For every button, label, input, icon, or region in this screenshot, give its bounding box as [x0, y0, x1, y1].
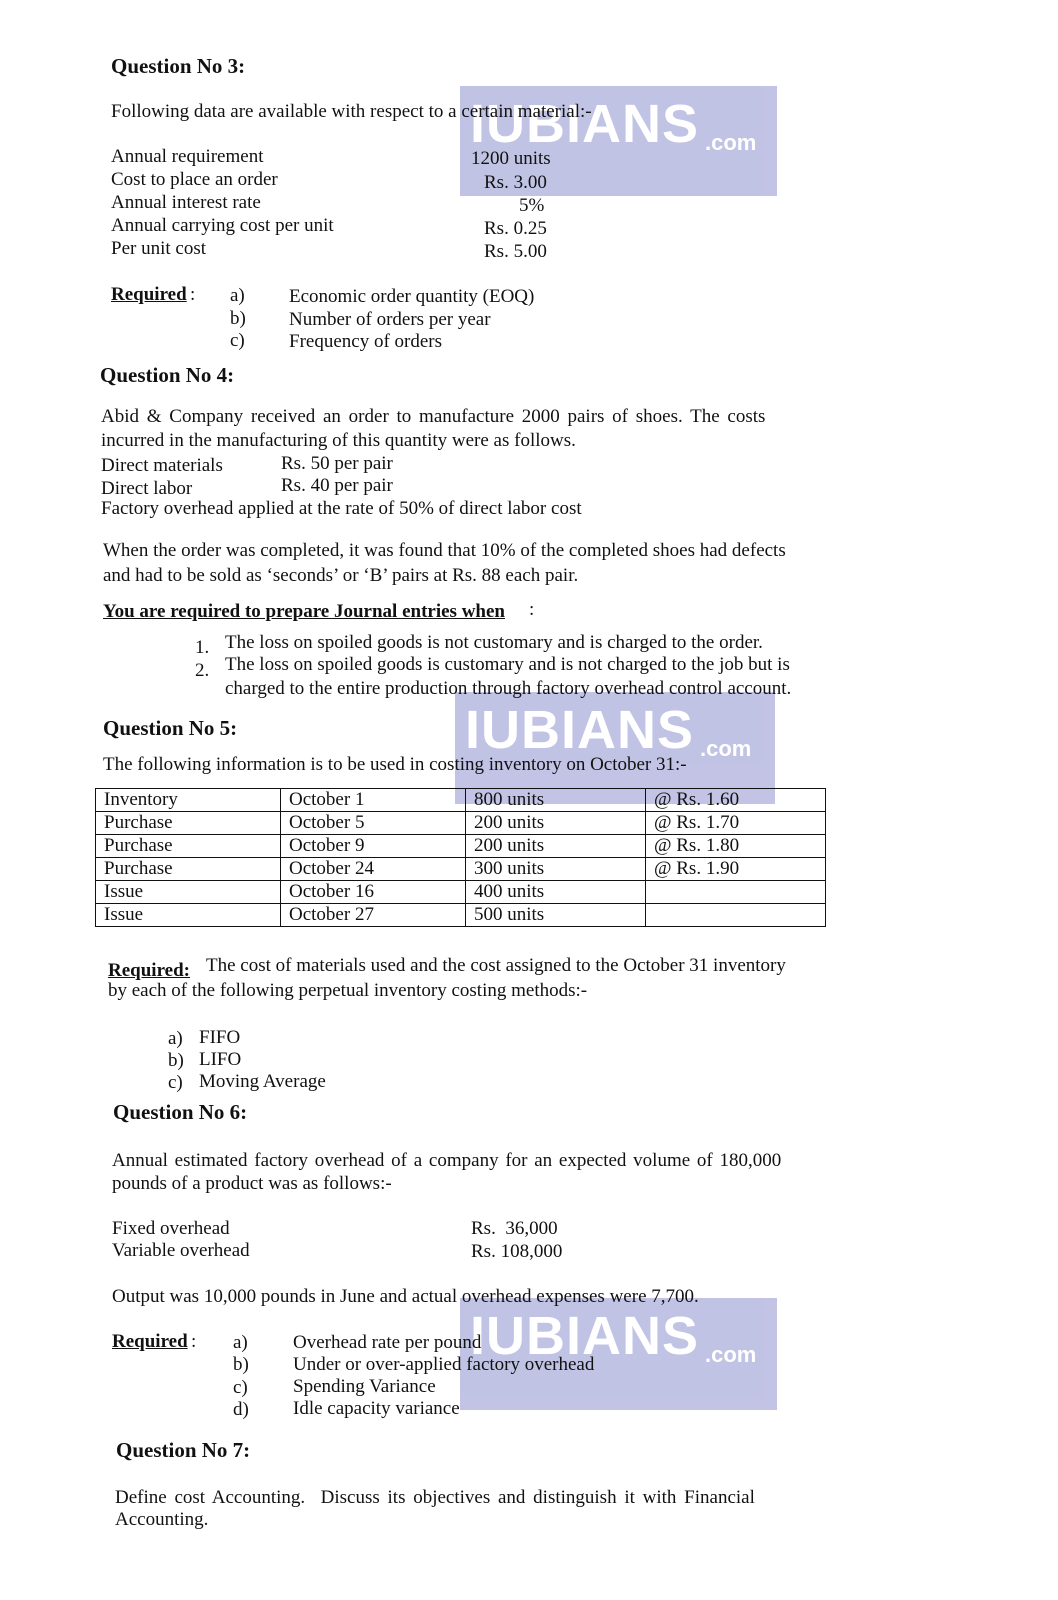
list-letter: d): [233, 1399, 249, 1420]
watermark-suffix: .com: [705, 1342, 757, 1367]
type-cell: Purchase: [96, 835, 281, 858]
list-item: Economic order quantity (EOQ): [289, 286, 535, 307]
question-3-required-label: Required: [111, 284, 187, 305]
table-row: [96, 812, 826, 835]
quantity-cell: 300 units: [466, 858, 646, 881]
cost-label: Direct materials: [101, 455, 223, 476]
price-cell: @ Rs. 1.70: [646, 812, 826, 835]
list-letter: c): [233, 1377, 248, 1398]
table-row: [96, 835, 826, 858]
type-cell: Inventory: [96, 789, 281, 812]
price-cell: [646, 904, 826, 927]
price-cell: @ Rs. 1.90: [646, 858, 826, 881]
quantity-cell: 200 units: [466, 812, 646, 835]
date-cell: October 1: [281, 789, 466, 812]
data-label: Annual requirement: [111, 146, 264, 167]
watermark-suffix: .com: [705, 130, 757, 155]
question-5-required-line2: by each of the following perpetual inventory costing methods:-: [108, 980, 588, 1001]
colon: :: [191, 1331, 197, 1352]
cost-value: Rs. 40 per pair: [281, 475, 393, 496]
question-5-title: Question No 5:: [103, 716, 238, 740]
data-value: Rs. 5.00: [484, 241, 547, 262]
question-4-required-heading: You are required to prepare Journal entries when: [103, 601, 505, 622]
price-cell: @ Rs. 1.60: [646, 789, 826, 812]
data-value: Rs. 0.25: [484, 218, 547, 239]
data-value: 1200 units: [471, 148, 551, 169]
data-label: Cost to place an order: [111, 169, 278, 190]
date-cell: October 24: [281, 858, 466, 881]
price-cell: @ Rs. 1.80: [646, 835, 826, 858]
question-6-title: Question No 6:: [113, 1100, 248, 1124]
list-letter: b): [168, 1050, 184, 1071]
question-3-title: Question No 3:: [111, 54, 246, 78]
list-letter: c): [168, 1072, 183, 1093]
list-item: FIFO: [199, 1027, 241, 1048]
question-4-title: Question No 4:: [100, 363, 235, 387]
price-cell: [646, 881, 826, 904]
list-item: Frequency of orders: [289, 331, 443, 352]
list-letter: a): [168, 1028, 183, 1049]
question-6-required-label: Required: [112, 1331, 188, 1352]
watermark-text: IUBIANS: [470, 1306, 700, 1366]
quantity-cell: 400 units: [466, 881, 646, 904]
overhead-value: Rs. 36,000: [471, 1218, 558, 1239]
type-cell: Issue: [96, 881, 281, 904]
list-item: Moving Average: [199, 1071, 326, 1092]
question-6-intro-line1: Annual estimated factory overhead of a company for an expected volume of 180,000: [112, 1150, 782, 1171]
item-text: The loss on spoiled goods is customary and is not charged to the job but is: [225, 654, 790, 675]
overhead-value: Rs. 108,000: [471, 1241, 563, 1262]
question-5-required-label: Required:: [108, 960, 190, 981]
question-3-intro: Following data are available with respect to a certain material:-: [111, 101, 592, 122]
data-label: Annual carrying cost per unit: [111, 215, 334, 236]
cost-label: Direct labor: [101, 478, 193, 499]
list-item: Under or over-applied factory overhead: [293, 1354, 595, 1375]
data-value: Rs. 3.00: [484, 172, 547, 193]
table-row: [96, 858, 826, 881]
list-letter: c): [230, 330, 245, 351]
table-row: [96, 881, 826, 904]
question-4-para2-line1: When the order was completed, it was found that 10% of the completed shoes had defects: [103, 540, 786, 561]
type-cell: Purchase: [96, 858, 281, 881]
item-number: 2.: [195, 660, 210, 681]
list-item: Overhead rate per pound: [293, 1332, 482, 1353]
question-5-required-line1: The cost of materials used and the cost assigned to the October 31 inventory: [206, 955, 786, 976]
data-label: Annual interest rate: [111, 192, 261, 213]
inventory-table: [95, 788, 826, 927]
question-6-intro-line2: pounds of a product was as follows:-: [112, 1173, 392, 1194]
date-cell: October 16: [281, 881, 466, 904]
question-7-line1: Define cost Accounting. Discuss its objectives and distinguish it with Financial: [115, 1487, 755, 1508]
type-cell: Issue: [96, 904, 281, 927]
list-item: LIFO: [199, 1049, 242, 1070]
watermark-text: IUBIANS: [465, 700, 695, 760]
table-row: [96, 904, 826, 927]
question-4-para2-line2: and had to be sold as ‘seconds’ or ‘B’ pairs at Rs. 88 each pair.: [103, 565, 579, 586]
watermark-text: IUBIANS: [470, 94, 700, 154]
question-4-overhead: Factory overhead applied at the rate of 50% of direct labor cost: [101, 498, 582, 519]
list-item: Spending Variance: [293, 1376, 436, 1397]
colon: :: [190, 284, 196, 305]
list-letter: a): [233, 1332, 248, 1353]
list-item: Number of orders per year: [289, 309, 491, 330]
list-letter: b): [233, 1354, 249, 1375]
colon: :: [529, 599, 535, 620]
table-row: [96, 789, 826, 812]
overhead-label: Fixed overhead: [112, 1218, 230, 1239]
quantity-cell: 800 units: [466, 789, 646, 812]
question-6-output: Output was 10,000 pounds in June and actual overhead expenses were 7,700.: [112, 1286, 699, 1307]
question-7-title: Question No 7:: [116, 1438, 251, 1462]
item-text: charged to the entire production through factory overhead control account.: [225, 678, 792, 699]
item-number: 1.: [195, 637, 210, 658]
item-text: The loss on spoiled goods is not customary and is charged to the order.: [225, 632, 763, 653]
list-item: Idle capacity variance: [293, 1398, 460, 1419]
data-label: Per unit cost: [111, 238, 206, 259]
question-4-para1-line1: Abid & Company received an order to manufacture 2000 pairs of shoes. The costs: [101, 406, 766, 427]
overhead-label: Variable overhead: [112, 1240, 250, 1261]
quantity-cell: 500 units: [466, 904, 646, 927]
watermark-suffix: .com: [700, 736, 752, 761]
date-cell: October 27: [281, 904, 466, 927]
question-4-para1-line2: incurred in the manufacturing of this quantity were as follows.: [101, 430, 576, 451]
quantity-cell: 200 units: [466, 835, 646, 858]
cost-value: Rs. 50 per pair: [281, 453, 393, 474]
list-letter: b): [230, 308, 246, 329]
type-cell: Purchase: [96, 812, 281, 835]
question-7-line2: Accounting.: [115, 1509, 209, 1530]
question-5-intro: The following information is to be used in costing inventory on October 31:-: [103, 754, 687, 775]
date-cell: October 5: [281, 812, 466, 835]
data-value: 5%: [519, 195, 545, 216]
date-cell: October 9: [281, 835, 466, 858]
list-letter: a): [230, 285, 245, 306]
